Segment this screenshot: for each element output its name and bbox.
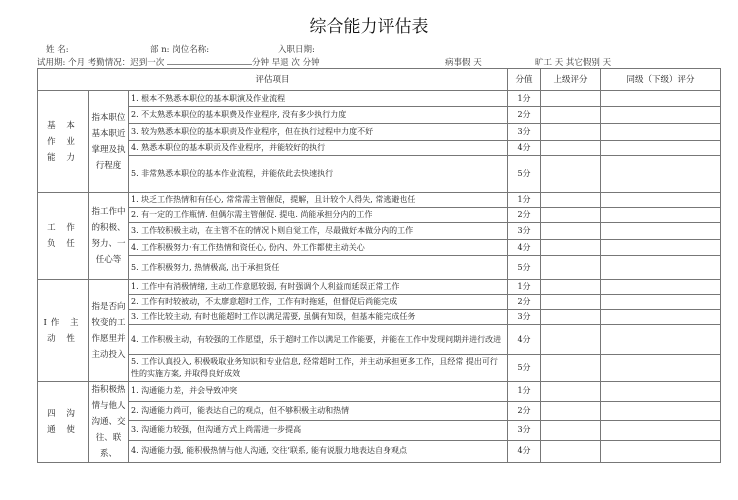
superior-score-cell[interactable]	[541, 208, 601, 223]
superior-score-cell[interactable]	[541, 223, 601, 240]
table-row	[38, 107, 721, 124]
table-row	[38, 280, 721, 295]
peer-score-cell[interactable]	[601, 295, 721, 310]
score-value: 4分	[508, 440, 541, 462]
peer-score-cell[interactable]	[601, 141, 721, 156]
score-value: 3分	[508, 421, 541, 441]
peer-score-cell[interactable]	[601, 280, 721, 295]
criterion-text: 2. 沟通能力尚可，能表达自己的观点，但不够积极主动和热情	[129, 401, 508, 421]
criterion-text: 5. 非常熟悉本职位的基本作业流程，并能依此去快速执行	[129, 156, 508, 193]
table-row	[38, 382, 721, 402]
superior-score-cell[interactable]	[541, 240, 601, 256]
score-value: 4分	[508, 141, 541, 156]
sick-leave-label: 病事假 天	[445, 58, 482, 68]
peer-score-cell[interactable]	[601, 91, 721, 107]
peer-score-cell[interactable]	[601, 256, 721, 280]
table-row	[38, 440, 721, 462]
header-item: 评估项目	[38, 69, 508, 91]
criterion-text: 4. 沟通能力强, 能积极热情与他人沟通, 交往’联系, 能有说服力地表达自身观点	[129, 440, 508, 462]
score-value: 2分	[508, 401, 541, 421]
peer-score-cell[interactable]	[601, 325, 721, 355]
superior-score-cell[interactable]	[541, 440, 601, 462]
superior-score-cell[interactable]	[541, 91, 601, 107]
superior-score-cell[interactable]	[541, 124, 601, 141]
score-value: 1分	[508, 91, 541, 107]
score-value: 3分	[508, 310, 541, 325]
criterion-text: 1. 工作中有消极情绪, 主动工作意愿较弱, 有时强调个人利益而延误正常工作	[129, 280, 508, 295]
table-row	[38, 208, 721, 223]
probation-attendance-label: 试用期: 个月 考勤情况：迟到一次	[37, 58, 165, 68]
score-value: 5分	[508, 256, 541, 280]
table-row	[38, 310, 721, 325]
table-row	[38, 256, 721, 280]
score-value: 4分	[508, 240, 541, 256]
table-row	[38, 223, 721, 240]
score-value: 1分	[508, 193, 541, 208]
superior-score-cell[interactable]	[541, 295, 601, 310]
superior-score-cell[interactable]	[541, 156, 601, 193]
peer-score-cell[interactable]	[601, 156, 721, 193]
score-value: 5分	[508, 156, 541, 193]
criterion-text: 4. 工作积极主动，有较强的工作愿望，乐于超时工作以满足工作能要，并能在工作中发现问期并进行改进	[129, 325, 508, 355]
evaluation-table	[37, 68, 721, 463]
table-row	[38, 355, 721, 382]
superior-score-cell[interactable]	[541, 421, 601, 441]
early-leave-label: 分钟 早退 次 分钟	[251, 58, 320, 68]
superior-score-cell[interactable]	[541, 280, 601, 295]
criterion-text: 2. 不太熟悉本职位的基本职费及作业程序, 没有多少执行力度	[129, 107, 508, 124]
absence-label: 旷工 天 其它假别 天	[535, 58, 612, 68]
peer-score-cell[interactable]	[601, 223, 721, 240]
criterion-text: 5. 工作认真投入, 积极吸取业务知识和专业信息, 经常超时工作，并主动承担更多工作，且经常 提出可行性的实施方案, 并取得良好成效	[129, 355, 508, 382]
criterion-text: 4. 熟悉本职位的基本职贡及作业程序，并能较好的执行	[129, 141, 508, 156]
name-label: 姓 名:	[46, 45, 69, 55]
superior-score-cell[interactable]	[541, 325, 601, 355]
category-description: 指工作中的积极、努力、一任心等	[89, 193, 129, 280]
header-peer: 同级（下级）评分	[601, 69, 721, 91]
score-value: 2分	[508, 107, 541, 124]
superior-score-cell[interactable]	[541, 310, 601, 325]
criterion-text: 1. 沟通能力差，并会导致冲突	[129, 382, 508, 402]
superior-score-cell[interactable]	[541, 382, 601, 402]
category-label: I作 主 动 性	[38, 280, 89, 382]
table-row	[38, 240, 721, 256]
page-title: 综合能力评估表	[309, 17, 429, 37]
peer-score-cell[interactable]	[601, 240, 721, 256]
score-value: 3分	[508, 223, 541, 240]
table-row	[38, 325, 721, 355]
table-row	[38, 295, 721, 310]
peer-score-cell[interactable]	[601, 310, 721, 325]
category-description: 指是否向牧变的工作愿里并主动投入	[89, 280, 129, 382]
superior-score-cell[interactable]	[541, 355, 601, 382]
superior-score-cell[interactable]	[541, 401, 601, 421]
peer-score-cell[interactable]	[601, 401, 721, 421]
superior-score-cell[interactable]	[541, 193, 601, 208]
category-label: 四 沟 通 使	[38, 382, 89, 463]
score-value: 2分	[508, 295, 541, 310]
criterion-text: 5. 工作积极努力, 热情极高, 出于承担货任	[129, 256, 508, 280]
header-superior: 上级评分	[541, 69, 601, 91]
score-value: 4分	[508, 325, 541, 355]
peer-score-cell[interactable]	[601, 382, 721, 402]
table-row	[38, 193, 721, 208]
criterion-text: 3. 较为熟悉本职位的基本职责及作业程序，但在执行过程中力度不好	[129, 124, 508, 141]
superior-score-cell[interactable]	[541, 256, 601, 280]
table-row	[38, 156, 721, 193]
criterion-text: 3. 工作较积极主动，在主管不在的情况卜则自觉工作，尽最做好本做分内的工作	[129, 223, 508, 240]
peer-score-cell[interactable]	[601, 107, 721, 124]
criterion-text: 1. 块乏工作热情和有任心, 常常需主管催促，提解，且计较个人得失, 常逃避也任	[129, 193, 508, 208]
header-row	[38, 69, 721, 91]
peer-score-cell[interactable]	[601, 124, 721, 141]
criterion-text: 2. 有一定的工作瓶情. 但偶尔需主管催促. 提电. 尚能承担分内的工作	[129, 208, 508, 223]
criterion-text: 2. 工作有时较被动，不太廖意超时工作，工作有时拖延，但督促后尚能完成	[129, 295, 508, 310]
peer-score-cell[interactable]	[601, 208, 721, 223]
dept-position-label: 部 n: 岗位名称:	[150, 45, 210, 55]
table-row	[38, 91, 721, 107]
category-description: 指本职位基本职近掌理及执行程度	[89, 91, 129, 193]
superior-score-cell[interactable]	[541, 141, 601, 156]
table-row	[38, 124, 721, 141]
category-label: 工 作 负 任	[38, 193, 89, 280]
table-row	[38, 421, 721, 441]
header-score: 分值	[508, 69, 541, 91]
score-value: 3分	[508, 124, 541, 141]
category-label: 基 本 作 业 能 力	[38, 91, 89, 193]
criterion-text: 4. 工作积极努力·有工作热情和资任心, 份内、外工作都使主动关心	[129, 240, 508, 256]
table-row	[38, 141, 721, 156]
peer-score-cell[interactable]	[601, 355, 721, 382]
score-value: 5分	[508, 355, 541, 382]
category-description: 指积极热情与他人沟通、交往、联系、	[89, 382, 129, 463]
criterion-text: 1. 根本不熟悉本职位的基本职演及作业流程	[129, 91, 508, 107]
criterion-text: 3. 沟通能力较强，但沟通方式上尚需进一步提高	[129, 421, 508, 441]
table-row	[38, 401, 721, 421]
score-value: 2分	[508, 208, 541, 223]
score-value: 1分	[508, 280, 541, 295]
peer-score-cell[interactable]	[601, 421, 721, 441]
score-value: 1分	[508, 382, 541, 402]
entry-date-label: 入职日期:	[278, 45, 315, 55]
late-minutes-field[interactable]	[167, 56, 252, 65]
peer-score-cell[interactable]	[601, 193, 721, 208]
superior-score-cell[interactable]	[541, 107, 601, 124]
peer-score-cell[interactable]	[601, 440, 721, 462]
criterion-text: 3. 工作比较主动, 有时也能超时工作以满足需要, 虽偶有知误，但基本能完成任务	[129, 310, 508, 325]
